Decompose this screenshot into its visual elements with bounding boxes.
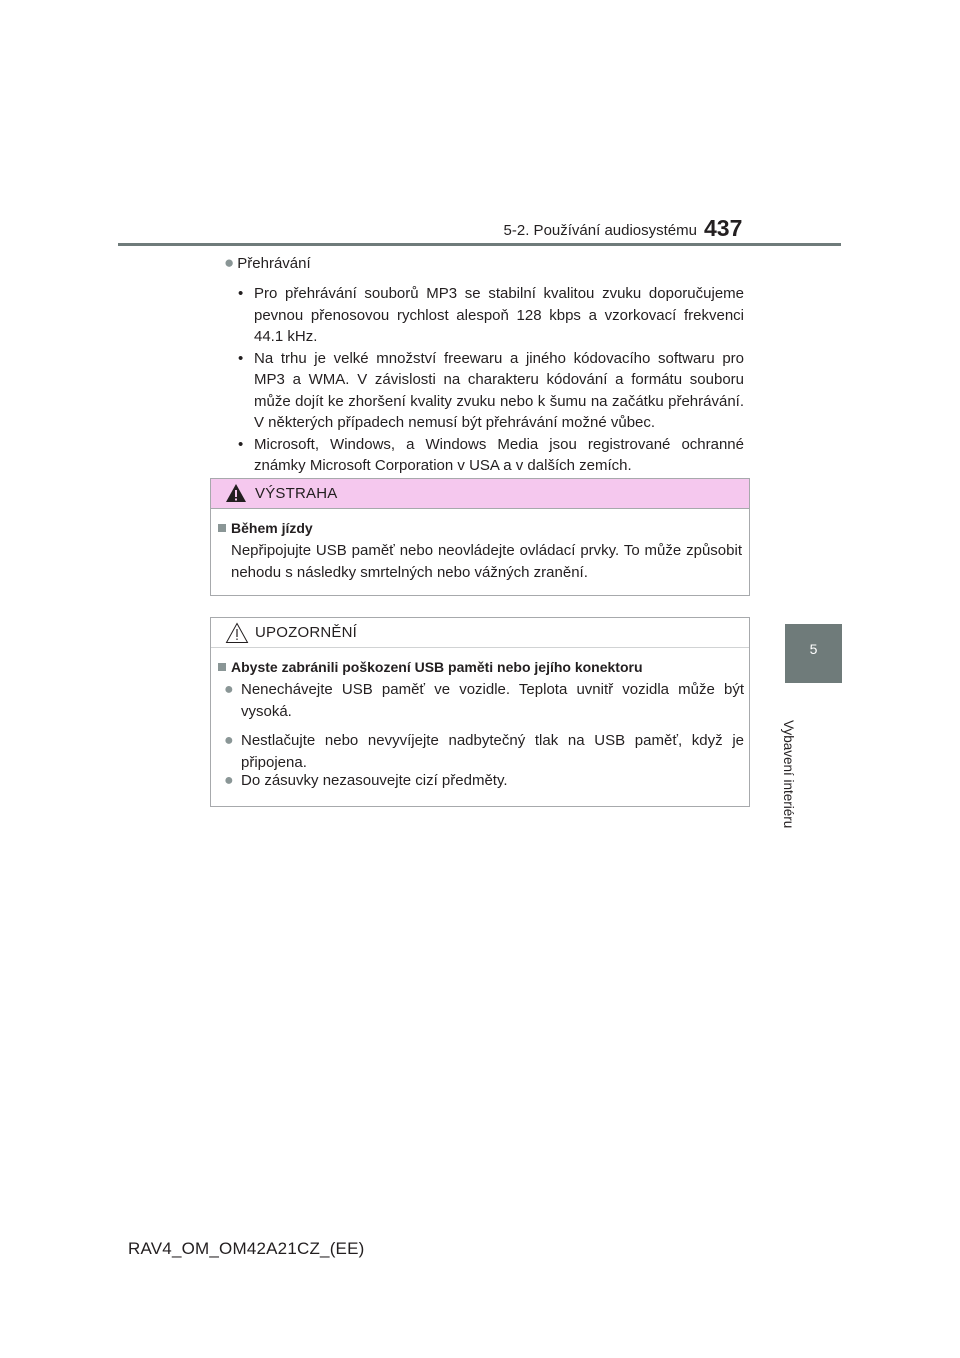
- playback-heading: [224, 252, 311, 275]
- warning-title: VÝSTRAHA: [255, 485, 338, 502]
- warning-box: [210, 478, 750, 596]
- header-rule: [118, 243, 841, 246]
- warning-subheading-text: Během jízdy: [231, 520, 313, 536]
- list-item: • Pro přehrávání souborů MP3 se stabilní kvalitou zvuku doporučujeme pevnou přenosovou rychlost alespoň 128 kbps a vzorkovací frekvenci 44.1 kHz.: [238, 283, 744, 348]
- list-item-text: Do zásuvky nezasouvejte cizí předměty.: [241, 772, 508, 789]
- warning-triangle-filled-icon: [225, 483, 247, 508]
- chapter-label: Vybavení interiéru: [781, 720, 796, 829]
- list-item-text: Nenechávejte USB paměť ve vozidle. Teplota uvnitř vozidla může být vysoká.: [241, 681, 744, 720]
- page-number: 437: [704, 215, 743, 241]
- warning-text: Nepřipojujte USB paměť nebo neovládejte ovládací prvky. To může způsobit nehodu s následky smrtelných nebo vážných zranění.: [231, 542, 742, 581]
- bullet-dot-icon: ●: [224, 772, 234, 789]
- playback-bullet-list: [238, 283, 744, 477]
- bullet-dot-icon: ●: [224, 732, 234, 749]
- list-item-text: Nestlačujte nebo nevyvíjejte nadbytečný tlak na USB paměť, když je připojena.: [241, 732, 744, 771]
- list-item: • Microsoft, Windows, a Windows Media jsou registrované ochranné známky Microsoft Corporation v USA a v dalších zemích.: [238, 434, 744, 477]
- warning-triangle-outline-icon: [225, 622, 249, 649]
- manual-code: RAV4_OM_OM42A21CZ_(EE): [128, 1239, 365, 1258]
- list-item: [224, 770, 744, 792]
- chapter-number: 5: [809, 641, 818, 657]
- square-bullet-icon: [218, 663, 226, 671]
- warning-subheading: [218, 518, 313, 538]
- list-item: [224, 730, 744, 773]
- caution-subheading: [218, 657, 643, 677]
- list-item: • Na trhu je velké množství freewaru a jiného kódovacího softwaru pro MP3 a WMA. V závislosti na charakteru kódování a formátu souboru může dojít ke zhoršení kvality zvuku nebo k šumu na začátku přehrávání. V některých případech nemusí být přehrávání možné vůbec.: [238, 348, 744, 434]
- playback-heading-text: Přehrávání: [237, 255, 311, 272]
- bullet-dot-icon: ●: [224, 253, 235, 272]
- caution-box: [210, 617, 750, 807]
- square-bullet-icon: [218, 524, 226, 532]
- warning-header: [211, 479, 749, 509]
- caution-subheading-text: Abyste zabránili poškození USB paměti nebo jejího konektoru: [231, 659, 643, 675]
- bullet-dot-icon: ●: [224, 681, 234, 698]
- caution-title: UPOZORNĚNÍ: [255, 624, 358, 641]
- caution-header: [211, 618, 749, 648]
- list-item: [224, 679, 744, 722]
- section-title: 5-2. Používání audiosystému: [503, 222, 697, 239]
